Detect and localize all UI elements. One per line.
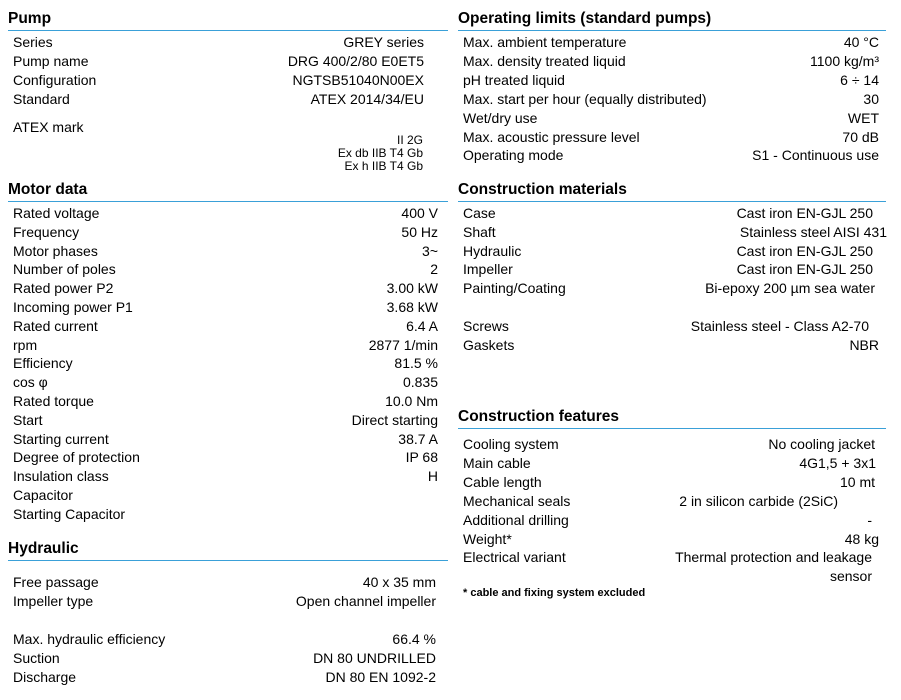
row-label: Additional drilling bbox=[463, 512, 569, 528]
row-label: Number of poles bbox=[13, 261, 116, 277]
row-value: 81.5 % bbox=[394, 355, 438, 371]
row-label: Painting/Coating bbox=[463, 280, 566, 296]
row-label: Rated voltage bbox=[13, 205, 100, 221]
row-value: Thermal protection and leakage bbox=[675, 549, 872, 565]
row-value: Direct starting bbox=[351, 412, 438, 428]
pump-row bbox=[13, 52, 424, 71]
limits-row bbox=[463, 128, 879, 147]
row-label: pH treated liquid bbox=[463, 72, 565, 88]
row-value: Cast iron EN-GJL 250 bbox=[736, 243, 873, 259]
row-label: Starting current bbox=[13, 431, 109, 447]
row-label: Rated current bbox=[13, 318, 98, 334]
row-value: 50 Hz bbox=[401, 224, 438, 240]
hydraulic-row bbox=[13, 573, 436, 592]
row-value: 2 bbox=[430, 261, 438, 277]
features-row bbox=[463, 511, 872, 530]
atex-line: Ex h IIB T4 Gb bbox=[344, 159, 423, 173]
row-label: Capacitor bbox=[13, 487, 73, 503]
pump-row bbox=[13, 90, 424, 109]
features-row bbox=[463, 454, 876, 473]
hydraulic-row bbox=[13, 592, 436, 611]
row-label: Rated power P2 bbox=[13, 280, 114, 296]
row-value: 38.7 A bbox=[398, 431, 438, 447]
row-label: Configuration bbox=[13, 72, 97, 88]
row-value: 3~ bbox=[422, 243, 438, 259]
row-label: Max. start per hour (equally distributed) bbox=[463, 91, 707, 107]
row-label: Free passage bbox=[13, 574, 99, 590]
row-label: Rated torque bbox=[13, 393, 94, 409]
row-label: Motor phases bbox=[13, 243, 98, 259]
motor-row bbox=[13, 298, 438, 317]
motor-row bbox=[13, 279, 438, 298]
motor-row bbox=[13, 204, 438, 223]
features-row bbox=[463, 473, 875, 492]
row-label: Hydraulic bbox=[463, 243, 522, 259]
motor-section-title: Motor data bbox=[8, 181, 448, 202]
motor-row bbox=[13, 336, 438, 355]
row-label: Insulation class bbox=[13, 468, 109, 484]
motor-row bbox=[13, 317, 438, 336]
row-value: 6.4 A bbox=[406, 318, 438, 334]
row-value: 10.0 Nm bbox=[385, 393, 438, 409]
row-value: DN 80 EN 1092-2 bbox=[325, 669, 436, 685]
row-label: Max. hydraulic efficiency bbox=[13, 631, 166, 647]
motor-row bbox=[13, 467, 438, 486]
row-label: Max. density treated liquid bbox=[463, 53, 626, 69]
limits-row bbox=[463, 33, 879, 52]
row-label: Mechanical seals bbox=[463, 493, 571, 509]
row-value: 40 °C bbox=[843, 34, 879, 50]
hydraulic-row bbox=[13, 630, 436, 649]
row-value: 0.835 bbox=[402, 374, 438, 390]
row-value: H bbox=[427, 468, 438, 484]
row-value: Bi-epoxy 200 µm sea water bbox=[705, 280, 875, 296]
row-value: 66.4 % bbox=[392, 631, 436, 647]
materials-section-title: Construction materials bbox=[458, 181, 886, 202]
row-value: NBR bbox=[849, 337, 879, 353]
row-label: Efficiency bbox=[13, 355, 73, 371]
motor-row bbox=[13, 430, 438, 449]
row-label: Starting Capacitor bbox=[13, 506, 126, 522]
row-value: 2 in silicon carbide (2SiC) bbox=[679, 493, 838, 509]
row-value: 3.00 kW bbox=[386, 280, 438, 296]
row-value: Open channel impeller bbox=[295, 593, 436, 609]
row-value: 4G1,5 + 3x1 bbox=[799, 455, 876, 471]
limits-row bbox=[463, 90, 879, 109]
row-value: NGTSB51040N00EX bbox=[292, 72, 424, 88]
features-row bbox=[463, 435, 875, 454]
atex-line: II 2G bbox=[396, 133, 423, 147]
row-label: Impeller type bbox=[13, 593, 94, 609]
features-row bbox=[463, 548, 872, 567]
limits-row bbox=[463, 146, 879, 165]
materials-row bbox=[463, 223, 887, 242]
row-label: Standard bbox=[13, 91, 70, 107]
row-value: Cast iron EN-GJL 250 bbox=[736, 205, 873, 221]
hydraulic-row bbox=[13, 649, 436, 668]
atex-mark-value bbox=[250, 134, 423, 173]
limits-row bbox=[463, 52, 879, 71]
limits-section-title: Operating limits (standard pumps) bbox=[458, 10, 886, 31]
row-label: Degree of protection bbox=[13, 449, 140, 465]
row-value: 40 x 35 mm bbox=[362, 574, 436, 590]
row-value: 6 ÷ 14 bbox=[840, 72, 879, 88]
row-label: Weight* bbox=[463, 531, 512, 547]
row-value: 30 bbox=[863, 91, 879, 107]
atex-mark-label: ATEX mark bbox=[13, 119, 84, 135]
row-value: Stainless steel AISI 431 bbox=[739, 224, 887, 240]
row-label: Max. acoustic pressure level bbox=[463, 129, 640, 145]
row-value: - bbox=[867, 512, 872, 528]
row-label: Discharge bbox=[13, 669, 77, 685]
row-value: 3.68 kW bbox=[386, 299, 438, 315]
row-label: Electrical variant bbox=[463, 549, 566, 565]
motor-row bbox=[13, 373, 438, 392]
row-value: 10 mt bbox=[839, 474, 875, 490]
materials-row bbox=[463, 242, 873, 261]
row-value: ATEX 2014/34/EU bbox=[310, 91, 424, 107]
row-value: 2877 1/min bbox=[368, 337, 438, 353]
row-value: DRG 400/2/80 E0ET5 bbox=[287, 53, 424, 69]
materials-row bbox=[463, 204, 873, 223]
footnote: * cable and fixing system excluded bbox=[463, 587, 646, 599]
motor-row bbox=[13, 354, 438, 373]
row-label: Max. ambient temperature bbox=[463, 34, 627, 50]
motor-row bbox=[13, 223, 438, 242]
row-label: Cooling system bbox=[463, 436, 559, 452]
row-value: 48 kg bbox=[844, 531, 879, 547]
motor-row bbox=[13, 486, 438, 505]
row-value: DN 80 UNDRILLED bbox=[313, 650, 436, 666]
motor-row bbox=[13, 448, 438, 467]
row-label: Wet/dry use bbox=[463, 110, 538, 126]
electrical-variant-line2: sensor bbox=[829, 568, 872, 584]
row-value: 1100 kg/m³ bbox=[810, 53, 879, 69]
materials-row bbox=[463, 260, 873, 279]
row-label: Operating mode bbox=[463, 147, 564, 163]
features-section-title: Construction features bbox=[458, 408, 886, 429]
row-label: Pump name bbox=[13, 53, 89, 69]
motor-row bbox=[13, 242, 438, 261]
pump-section-title: Pump bbox=[8, 10, 448, 31]
motor-row bbox=[13, 260, 438, 279]
hydraulic-row bbox=[13, 668, 436, 687]
row-label: Shaft bbox=[463, 224, 496, 240]
row-label: Series bbox=[13, 34, 53, 50]
pump-row bbox=[13, 71, 424, 90]
row-label: Cable length bbox=[463, 474, 542, 490]
row-value: 70 dB bbox=[842, 129, 879, 145]
row-label: Gaskets bbox=[463, 337, 515, 353]
row-label: Screws bbox=[463, 318, 509, 334]
row-value: IP 68 bbox=[405, 449, 438, 465]
row-value: No cooling jacket bbox=[768, 436, 875, 452]
limits-row bbox=[463, 71, 879, 90]
row-value: Cast iron EN-GJL 250 bbox=[736, 261, 873, 277]
row-label: Case bbox=[463, 205, 496, 221]
motor-row bbox=[13, 411, 438, 430]
materials-row bbox=[463, 279, 875, 298]
motor-row bbox=[13, 505, 438, 524]
atex-line: Ex db IIB T4 Gb bbox=[337, 146, 423, 160]
row-label: Start bbox=[13, 412, 43, 428]
row-label: cos φ bbox=[13, 374, 48, 390]
row-value: S1 - Continuous use bbox=[752, 147, 879, 163]
row-value: 400 V bbox=[401, 205, 438, 221]
row-label: Incoming power P1 bbox=[13, 299, 133, 315]
row-label: Frequency bbox=[13, 224, 80, 240]
pump-row bbox=[13, 33, 424, 52]
row-label: Impeller bbox=[463, 261, 513, 277]
row-value: WET bbox=[847, 110, 879, 126]
row-label: rpm bbox=[13, 337, 38, 353]
row-value: Stainless steel - Class A2-70 bbox=[690, 318, 869, 334]
features-row bbox=[463, 492, 838, 511]
features-row bbox=[463, 530, 879, 549]
row-label: Suction bbox=[13, 650, 60, 666]
hydraulic-section-title: Hydraulic bbox=[8, 540, 448, 561]
motor-row bbox=[13, 392, 438, 411]
row-label: Main cable bbox=[463, 455, 531, 471]
row-value: GREY series bbox=[343, 34, 424, 50]
materials-row bbox=[463, 317, 869, 336]
materials-row bbox=[463, 336, 879, 355]
limits-row bbox=[463, 109, 879, 128]
